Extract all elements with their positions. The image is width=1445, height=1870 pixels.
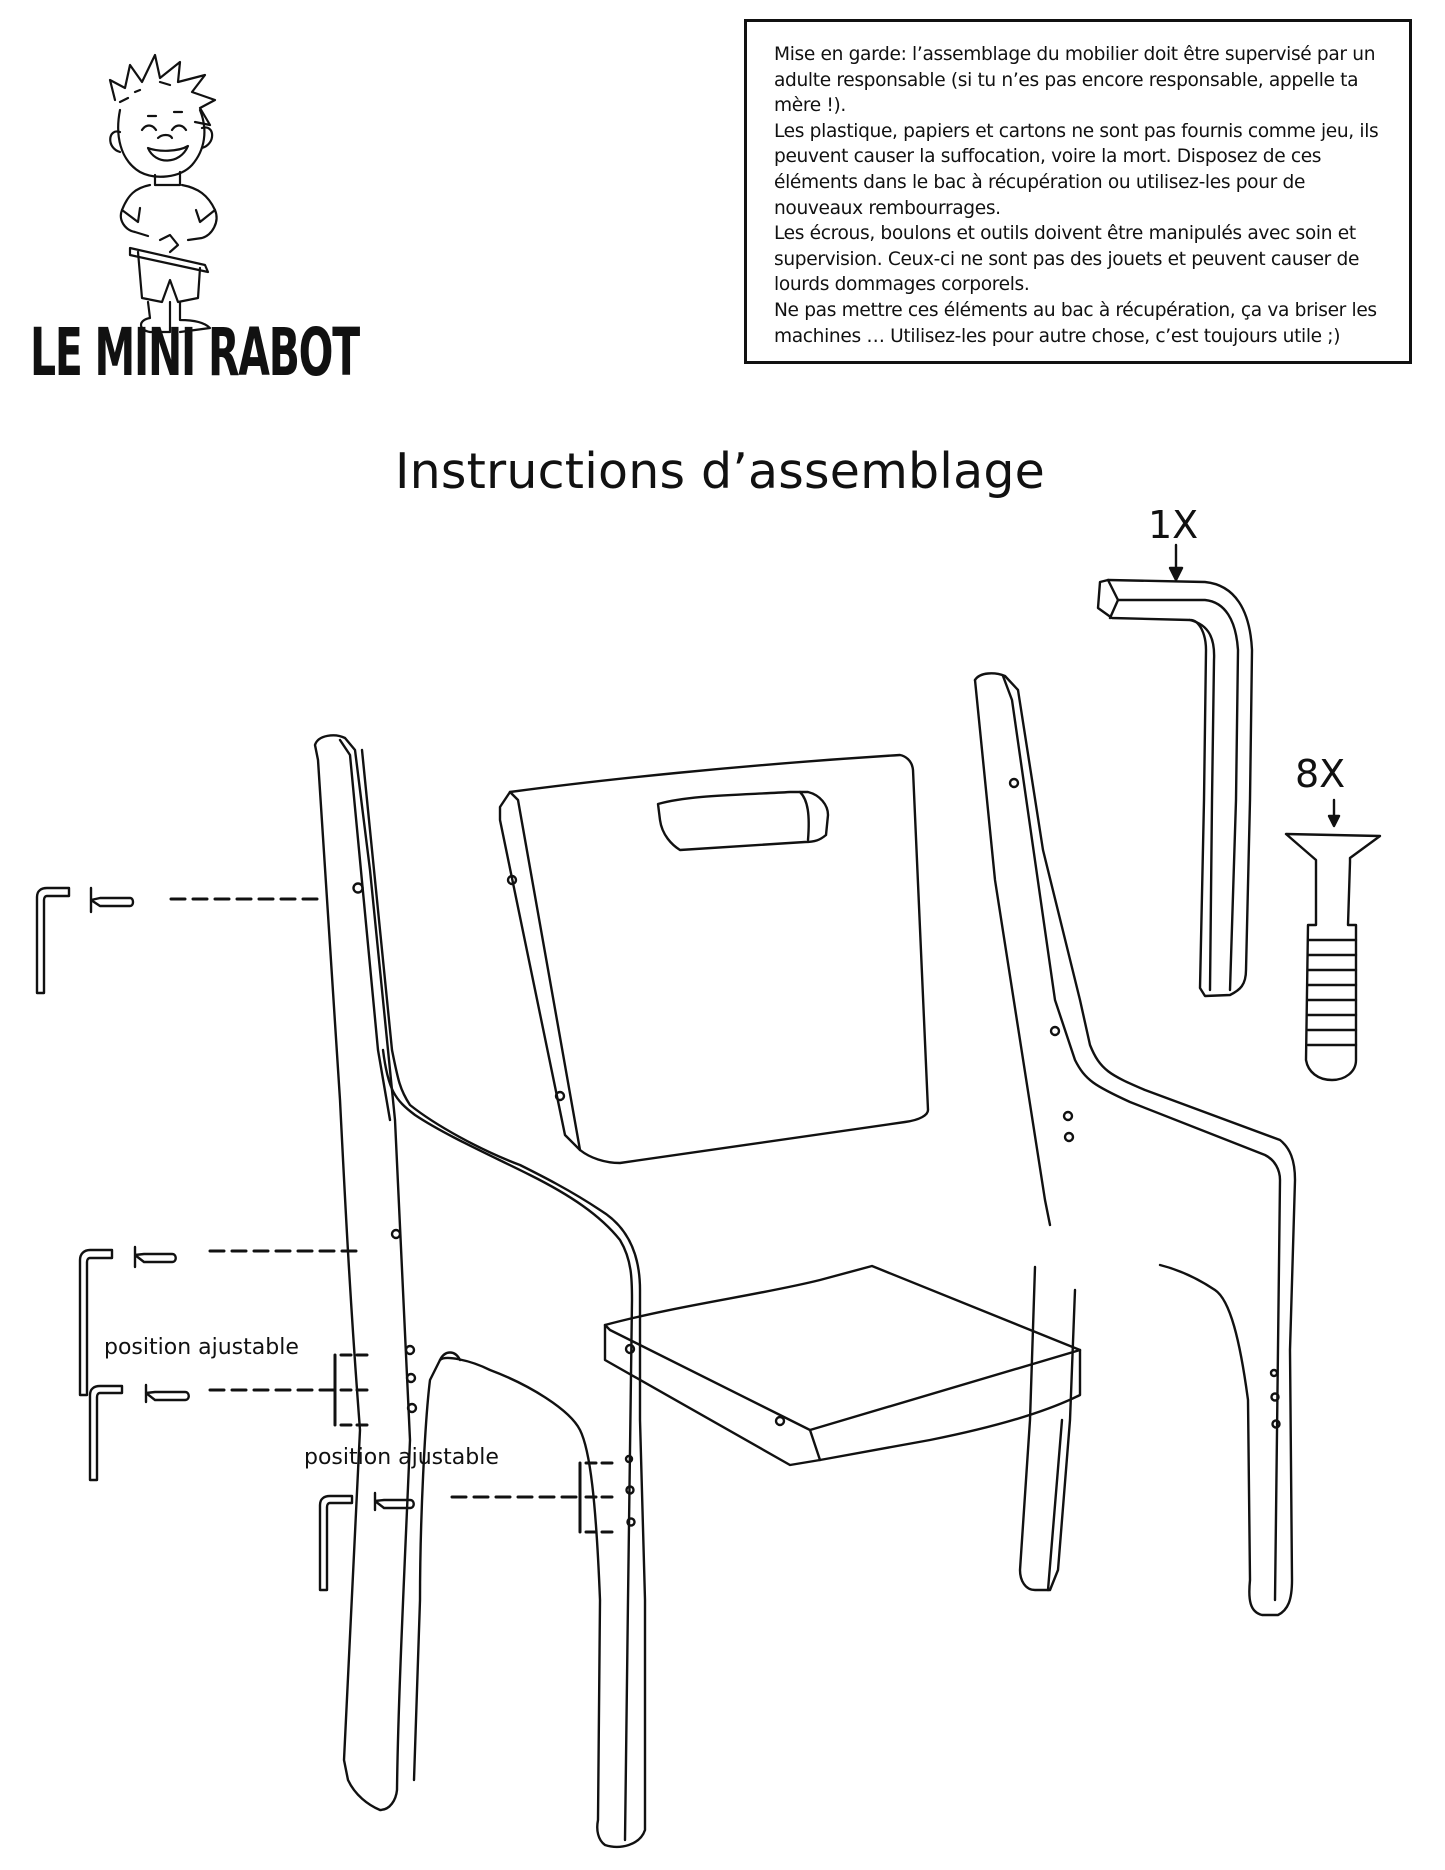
page-title: Instructions d’assemblage — [395, 443, 1045, 500]
adjustable-position-label: position ajustable — [304, 1445, 499, 1470]
right-side-frame — [975, 673, 1295, 1615]
backrest-with-handle — [500, 755, 928, 1163]
warning-paragraph: Ne pas mettre ces éléments au bac à récupération, ça va briser les machines … Utilisez-les pour autre chose, c’est toujours utile ;) — [774, 299, 1377, 347]
screw-quantity: 8X — [1295, 752, 1346, 796]
seat — [605, 1266, 1080, 1465]
adjustable-position-label: position ajustable — [104, 1335, 299, 1360]
allen-key-icon — [1098, 545, 1252, 996]
warning-paragraph: Les écrous, boulons et outils doivent être manipulés avec soin et supervision. Ceux-ci ne sont pas des jouets et peuvent causer de lourds dommages corporels. — [774, 223, 1360, 296]
screw-callout — [80, 1247, 360, 1395]
countersunk-screw-icon — [1286, 800, 1380, 1080]
allen-key-quantity: 1X — [1148, 503, 1199, 547]
screw-callout-adjustable — [320, 1463, 612, 1590]
warning-paragraph: Les plastique, papiers et cartons ne sont pas fournis comme jeu, ils peuvent causer la suffocation, voire la mort. Disposez de ces éléments dans le bac à récupération ou utilisez-les pour de nouveaux rembourrages. — [774, 120, 1379, 219]
brand-wordmark: LE MINI RABOT — [30, 314, 359, 391]
screw-callout-adjustable — [90, 1355, 372, 1480]
warning-paragraph: Mise en garde: l’assemblage du mobilier doit être supervisé par un adulte responsable (si tu n’es pas encore responsable, appelle ta mère !). — [774, 44, 1376, 117]
screw-callout — [37, 888, 320, 993]
left-side-frame — [315, 735, 645, 1847]
